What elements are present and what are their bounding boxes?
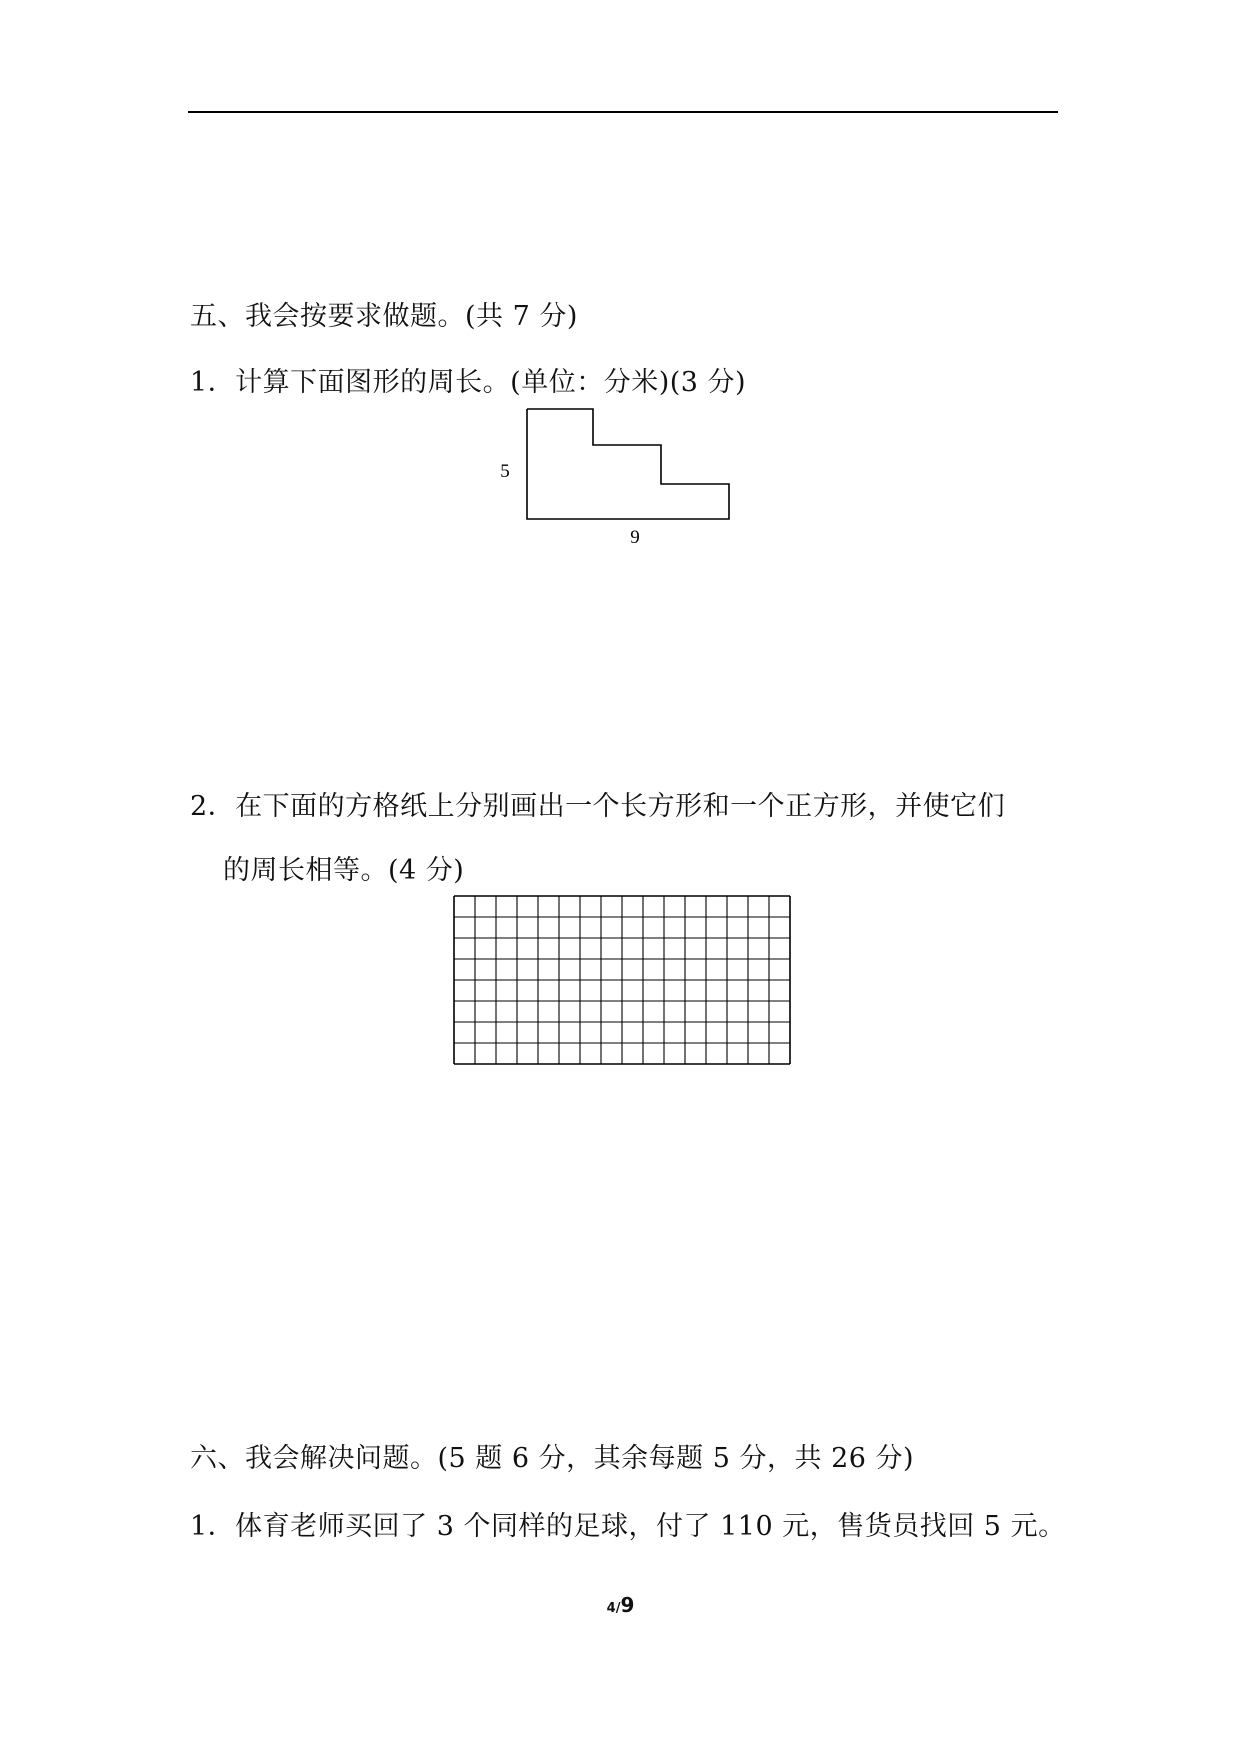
page-number	[0, 1593, 1241, 1617]
page-total: 9	[620, 1593, 635, 1617]
width-label: 9	[630, 527, 640, 545]
staircase-figure	[495, 405, 740, 545]
question-5-1-text: 1．计算下面图形的周长。(单位：分米)(3 分)	[190, 367, 747, 398]
question-5-2-text-line2: 的周长相等。(4 分)	[223, 855, 465, 886]
staircase-outline	[527, 409, 729, 519]
height-label: 5	[500, 461, 510, 482]
page-separator: /	[615, 1601, 621, 1616]
header-rule	[188, 111, 1058, 113]
question-5-2-text-line1: 2．在下面的方格纸上分别画出一个长方形和一个正方形，并使它们	[190, 791, 1006, 822]
page-current: 4	[606, 1601, 616, 1616]
grid-paper[interactable]	[451, 893, 791, 1065]
section-5-heading: 五、我会按要求做题。(共 7 分)	[190, 301, 578, 332]
section-6-heading: 六、我会解决问题。(5 题 6 分，其余每题 5 分，共 26 分)	[190, 1443, 915, 1474]
question-6-1-text: 1．体育老师买回了 3 个同样的足球，付了 110 元，售货员找回 5 元。	[190, 1511, 1066, 1542]
